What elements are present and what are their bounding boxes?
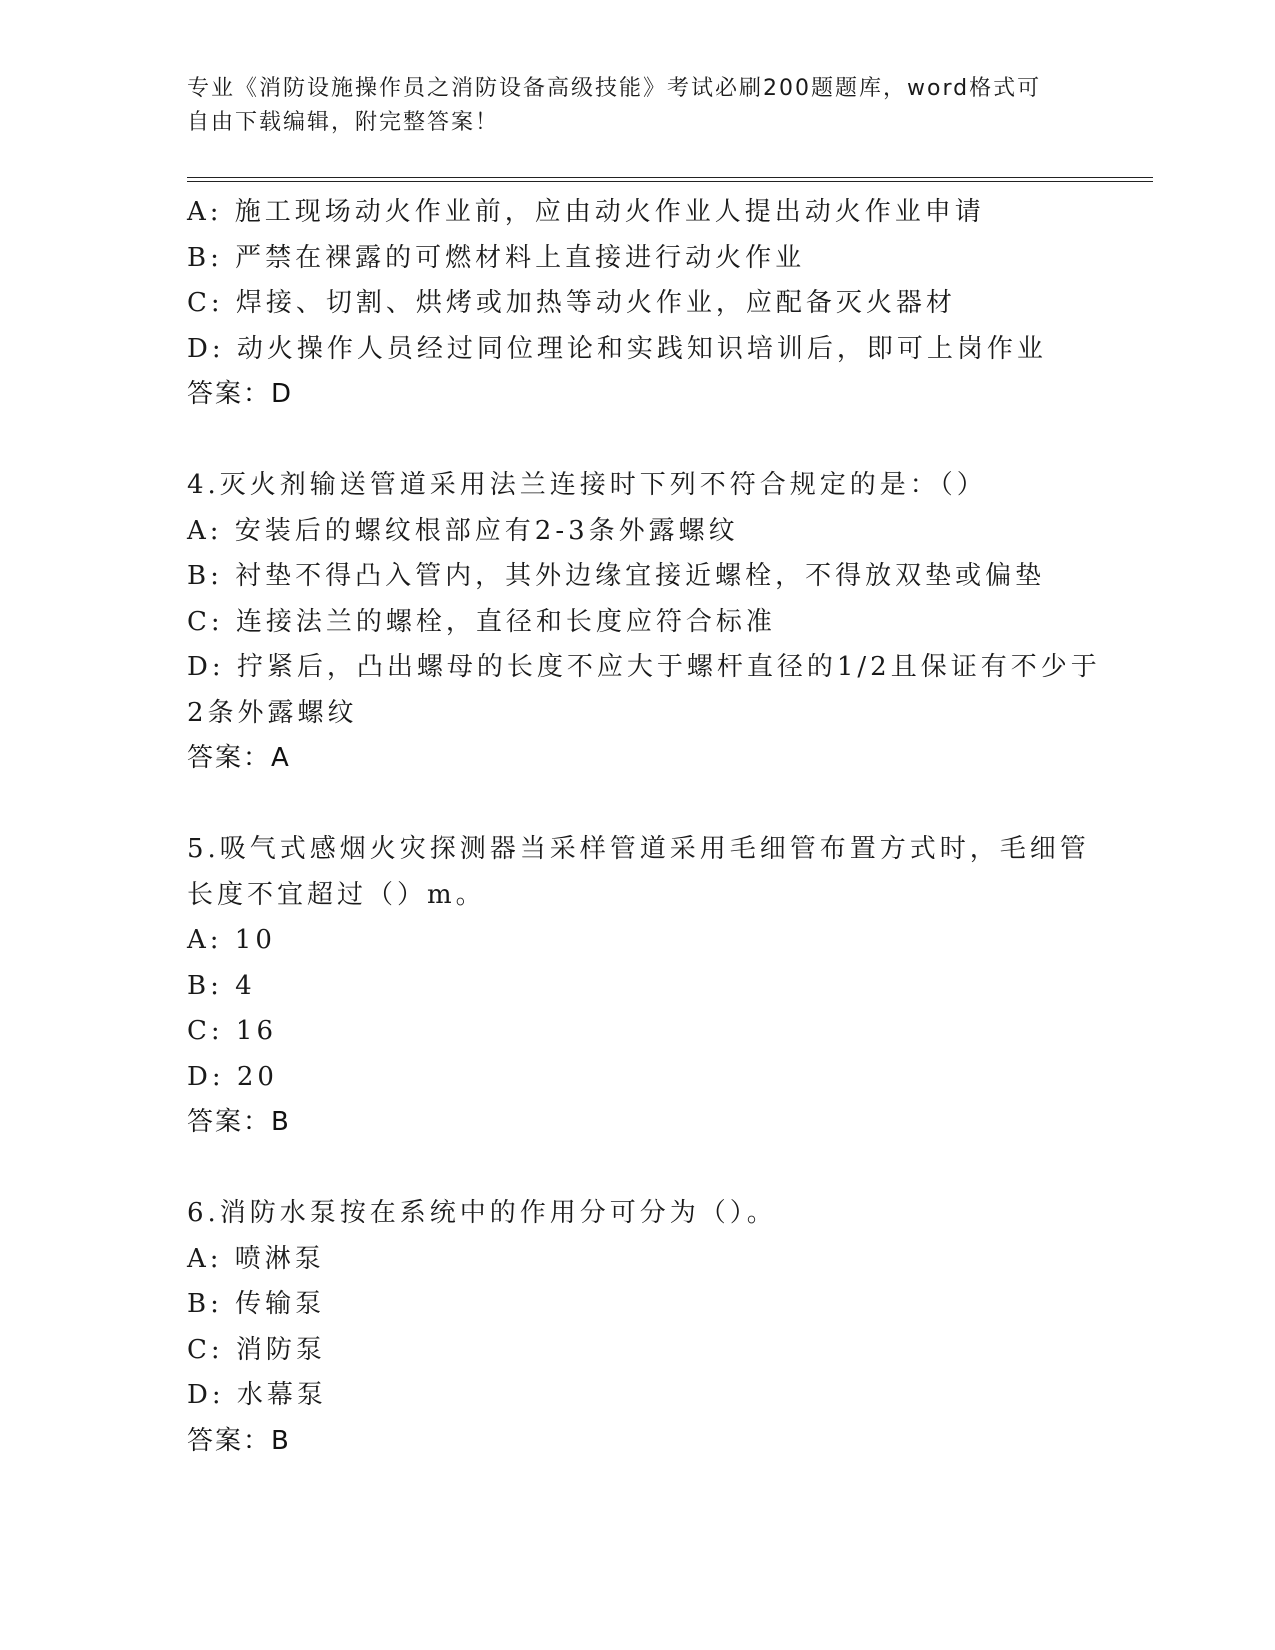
- option-c: C: 焊接、切割、烘烤或加热等动火作业，应配备灭火器材: [187, 288, 956, 318]
- option-d: D: 动火操作人员经过同位理论和实践知识培训后，即可上岗作业: [187, 333, 1047, 364]
- option-c: C: 消防泵: [187, 1334, 326, 1365]
- option-b: B: 4: [187, 970, 256, 1001]
- question-text: 6.消防水泵按在系统中的作用分可分为（）。: [187, 1198, 777, 1228]
- header-divider-bottom: [187, 181, 1153, 182]
- question-5: [187, 827, 1090, 1146]
- question-4: [187, 463, 1101, 782]
- header-title-line-1: 专业《消防设施操作员之消防设备高级技能》考试必刷200题题库，word格式可: [187, 76, 1042, 101]
- question-list: [187, 190, 1101, 1464]
- option-c: C: 连接法兰的螺栓，直径和长度应符合标准: [187, 606, 776, 637]
- option-c: C: 16: [187, 1016, 278, 1046]
- option-a: A: 施工现场动火作业前，应由动火作业人提出动火作业申请: [187, 197, 985, 227]
- option-b: B: 传输泵: [187, 1289, 326, 1319]
- option-a: A: 喷淋泵: [187, 1243, 325, 1274]
- question-text: 4.灭火剂输送管道采用法兰连接时下列不符合规定的是：（）: [187, 470, 987, 500]
- option-d: D: 拧紧后，凸出螺母的长度不应大于螺杆直径的1/2且保证有不少于: [187, 652, 1101, 682]
- answer: 答案：A: [187, 743, 291, 773]
- option-b: B: 严禁在裸露的可燃材料上直接进行动火作业: [187, 242, 806, 273]
- header-divider-top: [187, 177, 1153, 178]
- option-a: A: 10: [187, 925, 276, 955]
- answer: 答案：B: [187, 1107, 291, 1137]
- document-header: [187, 72, 1087, 140]
- question-text: 5.吸气式感烟火灾探测器当采样管道采用毛细管布置方式时，毛细管: [187, 834, 1090, 864]
- header-title-line-2: 自由下载编辑，附完整答案！: [187, 110, 500, 135]
- question-3: [187, 190, 1087, 418]
- option-d: D: 水幕泵: [187, 1380, 327, 1410]
- question-text-continued: 长度不宜超过（）m。: [187, 879, 486, 910]
- answer: 答案：B: [187, 1425, 291, 1456]
- spacer: [187, 1146, 1087, 1192]
- spacer: [187, 418, 1087, 464]
- option-d-continued: 2条外露螺纹: [187, 697, 358, 728]
- question-6: [187, 1191, 1087, 1464]
- option-a: A: 安装后的螺纹根部应有2-3条外露螺纹: [187, 515, 739, 546]
- option-d: D: 20: [187, 1061, 278, 1092]
- answer: 答案：D: [187, 379, 294, 409]
- option-b: B: 衬垫不得凸入管内，其外边缘宜接近螺栓，不得放双垫或偏垫: [187, 561, 1046, 591]
- spacer: [187, 782, 1087, 828]
